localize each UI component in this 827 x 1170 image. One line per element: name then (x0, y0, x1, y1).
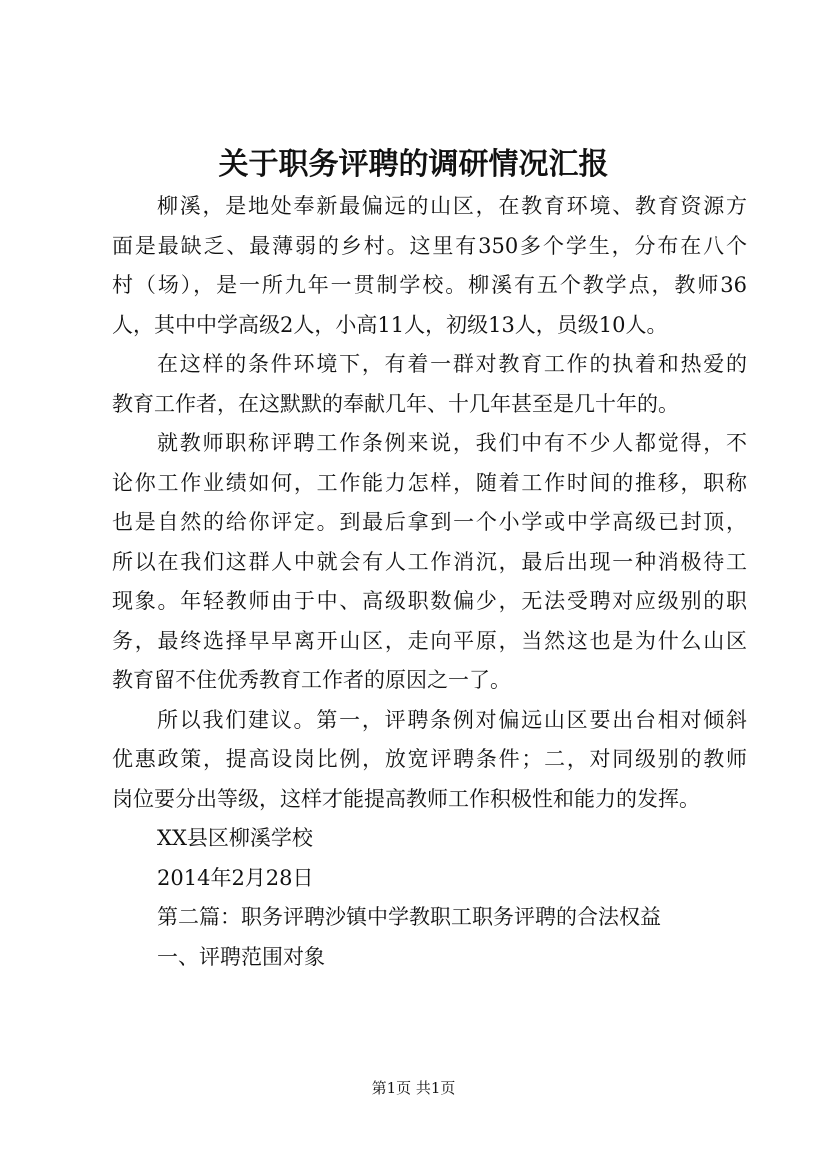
document-title: 关于职务评聘的调研情况汇报 (218, 147, 609, 182)
text-line: 现象。年轻教师由于中、高级职数偏少，无法受聘对应级别的职 (112, 589, 747, 613)
text-line: 论你工作业绩如何，工作能力怎样，随着工作时间的推移，职称 (112, 470, 747, 495)
section-heading: 第二篇：职务评聘沙镇中学教职工职务评聘的合法权益 (157, 905, 661, 929)
text-line: 务，最终选择早早离开山区，走向平原，当然这也是为什么山区 (112, 628, 747, 653)
text-line: 村（场），是一所九年一贯制学校。柳溪有五个教学点，教师36 (112, 273, 747, 297)
document-body (112, 187, 747, 977)
text-line: 优惠政策，提高设岗比例，放宽评聘条件；二，对同级别的教师 (112, 747, 747, 771)
signature-organization: XX县区柳溪学校 (157, 826, 313, 850)
text-line: 就教师职称评聘工作条例来说，我们中有不少人都觉得，不 (157, 431, 747, 455)
text-line: 也是自然的给你评定。到最后拿到一个小学或中学高级已封顶， (112, 510, 747, 534)
text-line: 面是最缺乏、最薄弱的乡村。这里有350多个学生，分布在八个 (112, 233, 747, 258)
text-line: 岗位要分出等级，这样才能提高教师工作积极性和能力的发挥。 (112, 786, 700, 811)
signature-date: 2014年2月28日 (157, 865, 314, 890)
subsection-heading: 一、评聘范围对象 (157, 944, 325, 969)
page-footer: 第1页 共1页 (371, 1079, 456, 1097)
text-line: 所以我们建议。第一，评聘条例对偏远山区要出台相对倾斜 (157, 707, 747, 732)
text-line: 柳溪，是地处奉新最偏远的山区，在教育环境、教育资源方 (157, 194, 747, 218)
text-line: 所以在我们这群人中就会有人工作消沉，最后出现一种消极待工 (112, 549, 747, 574)
text-line: 教育工作者，在这默默的奉献几年、十几年甚至是几十年的。 (112, 391, 679, 416)
text-line: 教育留不住优秀教育工作者的原因之一了。 (112, 668, 511, 692)
text-line: 在这样的条件环境下，有着一群对教育工作的执着和热爱的 (157, 352, 747, 376)
text-line: 人，其中中学高级2人，小高11人，初级13人，员级10人。 (112, 312, 668, 337)
